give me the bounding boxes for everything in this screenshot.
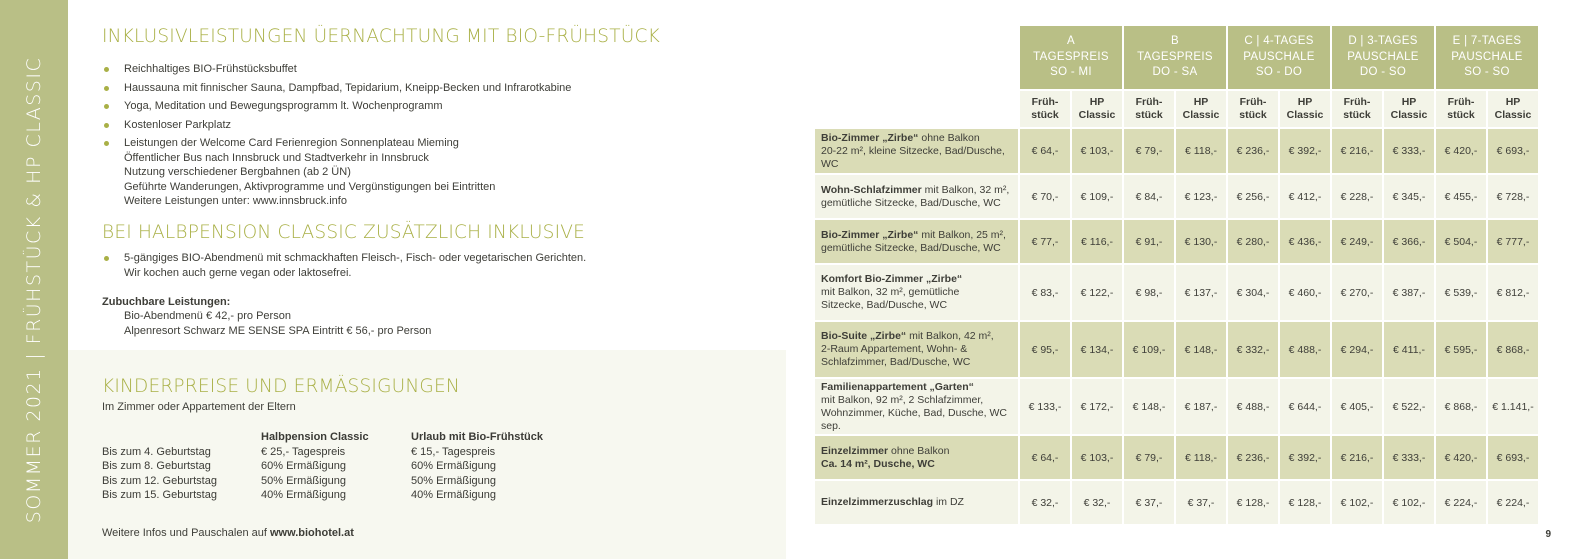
price-cell: € 130,-: [1176, 220, 1226, 263]
price-cell: € 64,-: [1020, 129, 1070, 173]
halfboard-title: BEI HALBPENSION CLASSIC ZUSÄTZLICH INKLUSIVE: [102, 222, 585, 243]
price-cell: € 539,-: [1436, 265, 1486, 320]
price-col-label-line: HP: [1297, 96, 1313, 108]
price-period-header-line: B: [1171, 35, 1179, 48]
price-row: [815, 129, 1538, 173]
room-label-line: [821, 229, 1012, 242]
price-cell: € 216,-: [1332, 436, 1382, 479]
price-period-header-line: DO - SA: [1152, 66, 1198, 79]
price-cell: € 387,-: [1384, 265, 1434, 320]
room-label-line: [821, 445, 1012, 458]
price-col-label-line: stück: [1031, 109, 1059, 121]
price-cell: € 392,-: [1280, 436, 1330, 479]
price-period-header-line: A: [1067, 35, 1075, 48]
kids-row: [102, 474, 561, 489]
room-desc-line: gemütliche Sitzecke, Bad/Dusche, WC: [821, 241, 1001, 254]
price-cell: € 256,-: [1228, 175, 1278, 218]
price-cell: € 236,-: [1228, 436, 1278, 479]
price-col-label-line: Classic: [1494, 109, 1532, 121]
kids-subtitle: Im Zimmer oder Appartement der Eltern: [102, 401, 296, 413]
inclusive-item-line: Kostenloser Parkplatz: [124, 118, 231, 131]
inclusive-item: [102, 118, 742, 133]
price-col-label-line: Classic: [1390, 109, 1428, 121]
price-cell: € 411,-: [1384, 322, 1434, 377]
inclusive-item-line: Haussauna mit finnischer Sauna, Dampfbad, Tepidarium, Kneipp-Becken und Infrarotkabine: [124, 81, 572, 94]
price-cell: € 148,-: [1176, 322, 1226, 377]
inclusive-item: [102, 99, 742, 114]
price-col-label-line: Früh-: [1031, 96, 1059, 108]
price-cell: € 128,-: [1280, 481, 1330, 524]
kids-col-halfboard: Halbpension Classic: [261, 431, 369, 443]
price-cell: € 436,-: [1280, 220, 1330, 263]
price-cell: € 595,-: [1436, 322, 1486, 377]
price-cell: € 522,-: [1384, 379, 1434, 434]
room-desc: ohne Balkon: [888, 444, 950, 457]
price-cell: € 95,-: [1020, 322, 1070, 377]
room-desc-line: mit Balkon, 32 m², gemütliche: [821, 286, 960, 298]
price-cell: € 728,-: [1488, 175, 1538, 218]
room-label: [815, 436, 1018, 479]
price-col-label-line: HP: [1505, 96, 1521, 108]
kids-breakfast-price: 60% Ermäßigung: [411, 460, 496, 472]
price-cell: € 249,-: [1332, 220, 1382, 263]
extras-line: Alpenresort Schwarz ME SENSE SPA Eintritt € 56,- pro Person: [124, 324, 432, 337]
price-period-header-line: D | 3-TAGES: [1348, 35, 1418, 48]
price-period-header: [1020, 26, 1122, 89]
price-cell: € 345,-: [1384, 175, 1434, 218]
inclusive-item: [102, 62, 742, 77]
inclusive-item-line: Leistungen der Welcome Card Ferienregion Sonnenplateau Mieming: [124, 137, 459, 149]
price-cell: € 488,-: [1228, 379, 1278, 434]
price-col-label-line: stück: [1447, 109, 1475, 121]
room-desc-line: mit Balkon, 92 m², 2 Schlafzimmer,: [821, 393, 984, 406]
price-col-label-line: Früh-: [1447, 96, 1475, 108]
inclusive-item-line: Yoga, Meditation und Bewegungsprogramm lt. Wochenprogramm: [124, 100, 443, 112]
room-desc: ohne Balkon: [918, 131, 980, 144]
room-name: Bio-Suite „Zirbe“: [821, 330, 907, 342]
price-period-header-line: PAUSCHALE: [1243, 50, 1315, 63]
kids-breakfast-price: 40% Ermäßigung: [411, 489, 496, 501]
price-cell: € 172,-: [1072, 379, 1122, 434]
price-table-corner: [815, 91, 1018, 127]
price-col-breakfast: [1332, 91, 1382, 127]
price-cell: € 294,-: [1332, 322, 1382, 377]
price-cell: € 405,-: [1332, 379, 1382, 434]
extras-line: Bio-Abendmenü € 42,- pro Person: [124, 310, 291, 322]
kids-col-breakfast: Urlaub mit Bio-Frühstück: [411, 431, 544, 443]
price-col-label-line: stück: [1135, 109, 1163, 121]
price-col-label-line: Früh-: [1343, 96, 1371, 108]
price-cell: € 128,-: [1228, 481, 1278, 524]
price-cell: € 693,-: [1488, 129, 1538, 173]
price-col-label-line: Classic: [1078, 109, 1116, 121]
price-col-label-line: Classic: [1286, 109, 1324, 121]
price-cell: € 366,-: [1384, 220, 1434, 263]
kids-halfboard-price: 40% Ermäßigung: [261, 489, 346, 501]
price-cell: € 102,-: [1332, 481, 1382, 524]
room-name: Komfort Bio-Zimmer „Zirbe“: [821, 273, 963, 285]
price-cell: € 123,-: [1176, 175, 1226, 218]
price-col-halfboard: [1384, 91, 1434, 127]
price-cell: € 98,-: [1124, 265, 1174, 320]
inclusive-item-line: Öffentlicher Bus nach Innsbruck und Stadtverkehr in Innsbruck: [124, 151, 429, 164]
price-cell: € 103,-: [1072, 129, 1122, 173]
price-cell: € 644,-: [1280, 379, 1330, 434]
price-period-header: [1124, 26, 1226, 89]
inclusive-item-line: Weitere Leistungen unter: www.innsbruck.info: [124, 195, 347, 207]
price-table: [813, 24, 1540, 526]
price-col-halfboard: [1280, 91, 1330, 127]
inclusive-item-line: Geführte Wanderungen, Aktivprogramme und Vergünstigungen bei Eintritten: [124, 180, 496, 193]
kids-row: [102, 445, 561, 460]
price-cell: € 420,-: [1436, 436, 1486, 479]
price-cell: € 77,-: [1020, 220, 1070, 263]
price-cell: € 693,-: [1488, 436, 1538, 479]
price-cell: € 777,-: [1488, 220, 1538, 263]
price-row: [815, 481, 1538, 524]
room-name: Einzelzimmer: [821, 444, 889, 457]
price-col-breakfast: [1436, 91, 1486, 127]
price-col-halfboard: [1176, 91, 1226, 127]
page-number: 9: [1545, 529, 1551, 540]
room-desc-line: Sitzecke, Bad/Dusche, WC: [821, 299, 948, 311]
price-cell: € 420,-: [1436, 129, 1486, 173]
left-page: [68, 0, 786, 559]
room-label-line: [821, 496, 1012, 509]
price-cell: € 280,-: [1228, 220, 1278, 263]
price-cell: € 148,-: [1124, 379, 1174, 434]
room-label: [815, 265, 1018, 320]
price-cell: € 224,-: [1488, 481, 1538, 524]
kids-footer-prefix: Weitere Infos und Pauschalen auf: [102, 527, 270, 539]
price-cell: € 32,-: [1072, 481, 1122, 524]
kids-row: [102, 488, 561, 503]
price-cell: € 216,-: [1332, 129, 1382, 173]
room-label: [815, 220, 1018, 263]
price-period-header: [1228, 26, 1330, 89]
room-label-line: [821, 273, 1012, 286]
price-cell: € 1.141,-: [1488, 379, 1538, 434]
room-name: Wohn-Schlafzimmer: [821, 183, 922, 196]
price-cell: € 187,-: [1176, 379, 1226, 434]
price-cell: € 228,-: [1332, 175, 1382, 218]
room-label: [815, 322, 1018, 377]
price-cell: € 37,-: [1176, 481, 1226, 524]
price-cell: € 79,-: [1124, 129, 1174, 173]
kids-breakfast-price: € 15,- Tagespreis: [411, 445, 496, 458]
price-col-label-line: HP: [1089, 96, 1105, 108]
inclusive-list: [102, 62, 742, 213]
inclusive-item: [102, 81, 742, 96]
price-cell: € 332,-: [1228, 322, 1278, 377]
price-cell: € 118,-: [1176, 436, 1226, 479]
price-col-breakfast: [1020, 91, 1070, 127]
room-label: [815, 129, 1018, 173]
price-row: [815, 379, 1538, 434]
room-desc-line: 20-22 m², kleine Sitzecke, Bad/Dusche, WC: [821, 144, 1005, 170]
price-cell: € 32,-: [1020, 481, 1070, 524]
price-col-halfboard: [1488, 91, 1538, 127]
kids-row: [102, 459, 561, 474]
price-col-label-line: stück: [1239, 109, 1267, 121]
room-label-line: [821, 184, 1012, 197]
price-cell: € 134,-: [1072, 322, 1122, 377]
room-name: Bio-Zimmer „Zirbe“: [821, 228, 919, 241]
sidebar-label: SOMMER 2021 | FRÜHSTÜCK & HP CLASSIC: [23, 56, 45, 524]
price-table-corner: [815, 26, 1018, 89]
price-cell: € 224,-: [1436, 481, 1486, 524]
price-period-header-line: C | 4-TAGES: [1244, 35, 1314, 48]
price-cell: € 460,-: [1280, 265, 1330, 320]
kids-halfboard-price: 50% Ermäßigung: [261, 474, 346, 487]
price-cell: € 102,-: [1384, 481, 1434, 524]
room-label: [815, 175, 1018, 218]
price-cell: € 455,-: [1436, 175, 1486, 218]
price-period-header: [1332, 26, 1434, 89]
price-period-header-line: PAUSCHALE: [1347, 50, 1419, 63]
price-row: [815, 322, 1538, 377]
kids-col-age: [102, 430, 261, 445]
price-row: [815, 175, 1538, 218]
kids-table: [102, 430, 561, 503]
room-label: [815, 379, 1018, 434]
room-desc-line: Wohnzimmer, Küche, Bad, Dusche, WC sep.: [821, 406, 1007, 432]
price-cell: € 64,-: [1020, 436, 1070, 479]
price-cell: € 84,-: [1124, 175, 1174, 218]
room-label-line: [821, 132, 1012, 145]
kids-footer: [102, 526, 354, 541]
room-desc-line: Ca. 14 m², Dusche, WC: [821, 457, 935, 470]
price-col-label-line: stück: [1343, 109, 1371, 121]
room-desc-line: gemütliche Sitzecke, Bad/Dusche, WC: [821, 196, 1001, 209]
price-period-header-line: SO - MI: [1050, 66, 1092, 79]
price-cell: € 868,-: [1488, 322, 1538, 377]
price-period-header-line: SO - SO: [1464, 66, 1510, 79]
kids-age: Bis zum 12. Geburtstag: [102, 474, 217, 487]
price-cell: € 270,-: [1332, 265, 1382, 320]
price-cell: € 137,-: [1176, 265, 1226, 320]
price-col-halfboard: [1072, 91, 1122, 127]
room-desc-line: 2-Raum Appartement, Wohn- &: [821, 343, 968, 355]
price-cell: € 103,-: [1072, 436, 1122, 479]
price-cell: € 109,-: [1072, 175, 1122, 218]
price-col-label-line: HP: [1193, 96, 1209, 108]
kids-age: Bis zum 15. Geburtstag: [102, 489, 217, 501]
price-cell: € 118,-: [1176, 129, 1226, 173]
price-cell: € 70,-: [1020, 175, 1070, 218]
inclusive-title: INKLUSIVLEISTUNGEN ÜERNACHTUNG MIT BIO-FRÜHSTÜCK: [102, 26, 660, 47]
room-name: Familienappartement „Garten“: [821, 380, 974, 393]
halfboard-list: [102, 251, 742, 284]
sidebar: [0, 0, 68, 559]
price-row: [815, 265, 1538, 320]
price-cell: € 412,-: [1280, 175, 1330, 218]
room-desc: mit Balkon, 32 m²,: [921, 183, 1010, 196]
kids-halfboard-price: 60% Ermäßigung: [261, 460, 346, 472]
kids-title: KINDERPREISE UND ERMÄSSIGUNGEN: [102, 376, 460, 397]
room-desc-line: Schlafzimmer, Bad/Dusche, WC: [821, 356, 971, 368]
halfboard-item-line: 5-gängiges BIO-Abendmenü mit schmackhaften Fleisch-, Fisch- oder vegetarischen Gerichten.: [124, 252, 587, 264]
price-cell: € 304,-: [1228, 265, 1278, 320]
price-cell: € 133,-: [1020, 379, 1070, 434]
price-cell: € 488,-: [1280, 322, 1330, 377]
price-period-header-line: SO - DO: [1255, 66, 1303, 79]
inclusive-item-line: Reichhaltiges BIO-Frühstücksbuffet: [124, 63, 297, 75]
room-label: [815, 481, 1018, 524]
room-label-line: [821, 330, 1012, 343]
extras-title: Zubuchbare Leistungen:: [102, 296, 231, 308]
price-cell: € 79,-: [1124, 436, 1174, 479]
price-period-header-line: TAGESPREIS: [1137, 50, 1213, 63]
price-cell: € 333,-: [1384, 436, 1434, 479]
price-period-header-line: TAGESPREIS: [1033, 50, 1109, 63]
price-col-label-line: HP: [1401, 96, 1417, 108]
price-period-header-line: E | 7-TAGES: [1452, 35, 1522, 48]
kids-breakfast-price: 50% Ermäßigung: [411, 474, 496, 487]
price-cell: € 91,-: [1124, 220, 1174, 263]
price-cell: € 812,-: [1488, 265, 1538, 320]
biohotel-link[interactable]: www.biohotel.at: [269, 527, 354, 539]
price-period-header-line: DO - SO: [1359, 66, 1407, 79]
price-col-label-line: Früh-: [1239, 96, 1267, 108]
inclusive-item: [102, 136, 742, 209]
price-cell: € 504,-: [1436, 220, 1486, 263]
room-label-line: [821, 381, 1012, 394]
price-cell: € 116,-: [1072, 220, 1122, 263]
halfboard-item-line: Wir kochen auch gerne vegan oder laktosefrei.: [124, 266, 352, 279]
room-name: Einzelzimmerzuschlag: [821, 496, 934, 508]
price-period-header-line: PAUSCHALE: [1451, 50, 1523, 63]
kids-age: Bis zum 8. Geburtstag: [102, 460, 211, 472]
price-row: [815, 220, 1538, 263]
kids-halfboard-price: € 25,- Tagespreis: [261, 445, 346, 458]
price-col-breakfast: [1124, 91, 1174, 127]
price-cell: € 122,-: [1072, 265, 1122, 320]
price-cell: € 83,-: [1020, 265, 1070, 320]
price-col-label-line: Früh-: [1135, 96, 1163, 108]
halfboard-item: [102, 251, 742, 280]
room-desc: mit Balkon, 25 m²,: [918, 228, 1006, 241]
room-desc: im DZ: [933, 496, 964, 508]
room-name: Bio-Zimmer „Zirbe“: [821, 131, 919, 144]
kids-age: Bis zum 4. Geburtstag: [102, 445, 211, 458]
room-desc: mit Balkon, 42 m²,: [906, 330, 994, 342]
price-row: [815, 436, 1538, 479]
price-cell: € 868,-: [1436, 379, 1486, 434]
price-cell: € 236,-: [1228, 129, 1278, 173]
price-cell: € 37,-: [1124, 481, 1174, 524]
price-col-breakfast: [1228, 91, 1278, 127]
price-cell: € 333,-: [1384, 129, 1434, 173]
price-period-header: [1436, 26, 1538, 89]
price-col-label-line: Classic: [1182, 109, 1220, 121]
price-cell: € 109,-: [1124, 322, 1174, 377]
price-cell: € 392,-: [1280, 129, 1330, 173]
inclusive-item-line: Nutzung verschiedener Bergbahnen (ab 2 ÜN): [124, 166, 351, 178]
